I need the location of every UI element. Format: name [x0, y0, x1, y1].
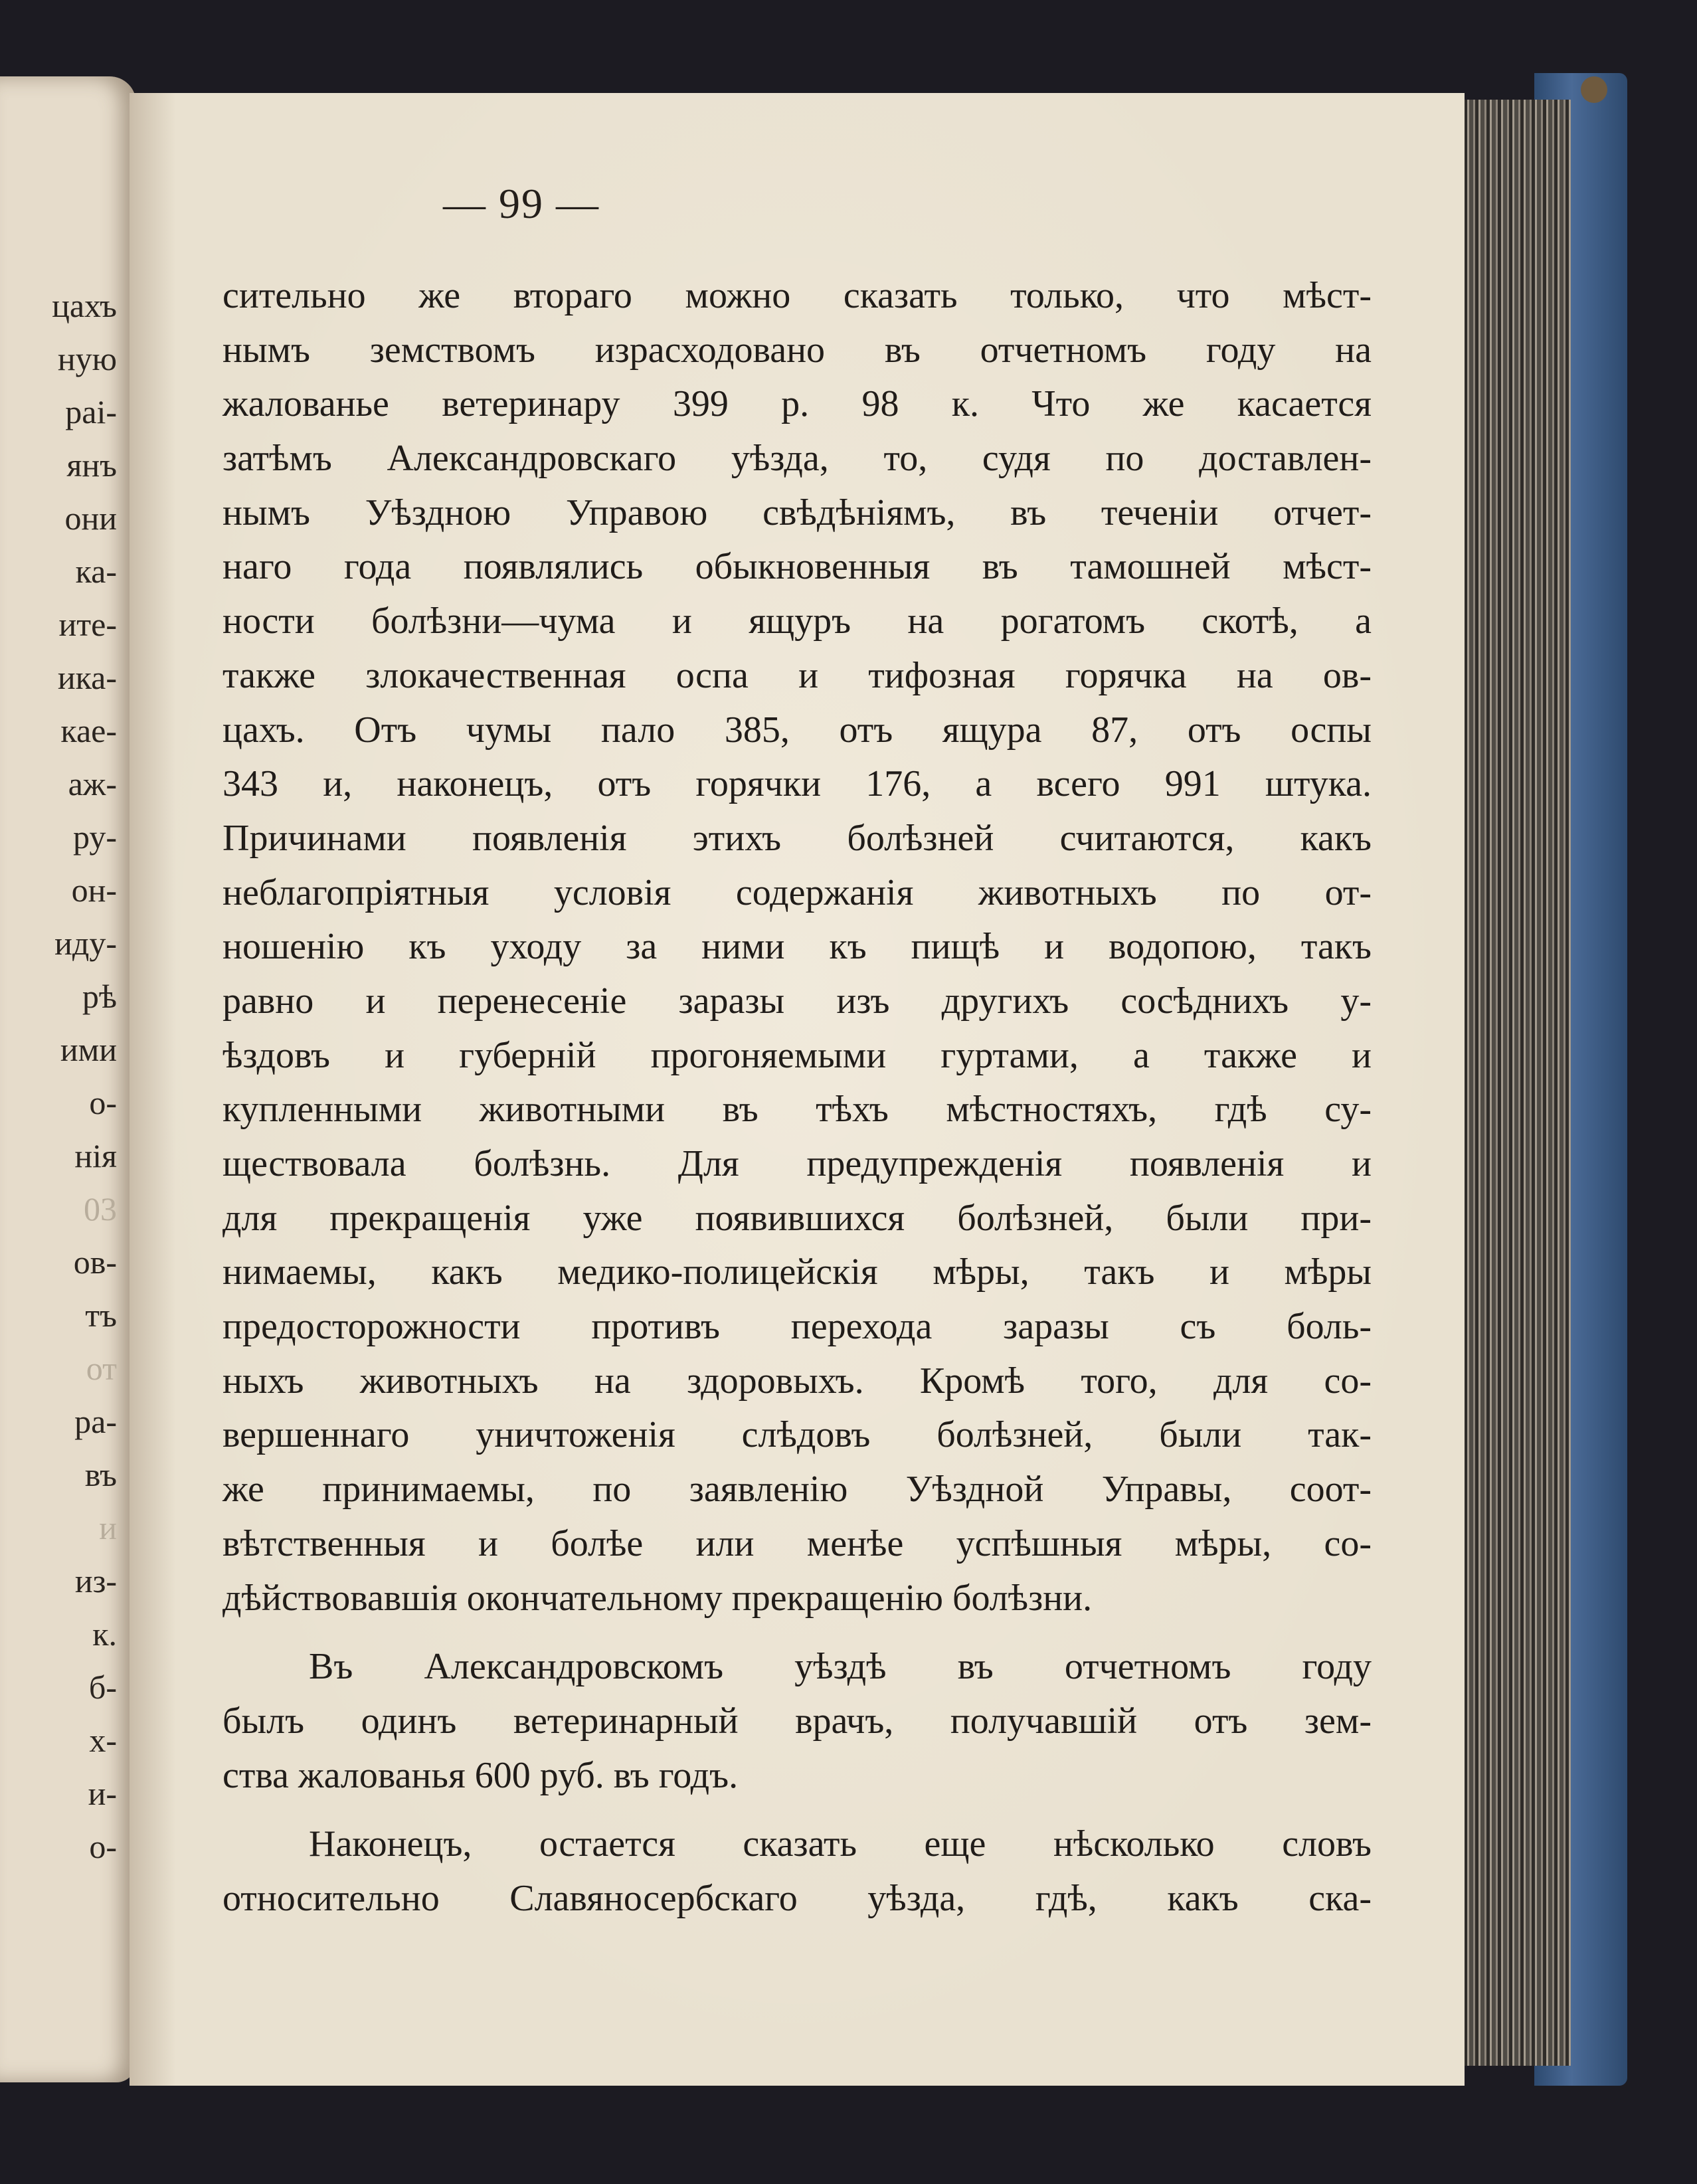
paragraph-start-line: Въ Александровскомъ уѣздѣ въ отчетномъ году — [309, 1646, 1372, 1688]
text-line: относительно Славяносербскаго уѣзда, гдѣ, какъ ска- — [223, 1877, 1372, 1919]
text-line: затѣмъ Александровскаго уѣзда, то, судя по доставлен- — [223, 438, 1372, 480]
left-line: ка- — [75, 553, 117, 590]
text-line: цахъ. Отъ чумы пало 385, отъ ящура 87, отъ оспы — [223, 709, 1372, 751]
left-line: нія — [74, 1137, 117, 1174]
text-line: нимаемы, какъ медико-полицейскія мѣры, такъ и мѣры — [223, 1251, 1372, 1293]
left-line: янъ — [66, 446, 117, 484]
text-line: вѣтственныя и болѣе или менѣе успѣшныя мѣры, со- — [223, 1522, 1372, 1564]
left-line: въ — [84, 1456, 117, 1493]
left-line: он- — [71, 871, 117, 909]
left-line: ика- — [57, 659, 117, 696]
left-line: кае- — [60, 712, 117, 749]
left-line: х- — [89, 1722, 117, 1759]
text-line: предосторожности противъ перехода заразы съ боль- — [223, 1306, 1372, 1348]
left-line: ра- — [74, 1403, 117, 1440]
page-body — [223, 269, 1372, 1926]
text-line: дѣйствовавшія окончательному прекращенію болѣзни. — [223, 1577, 1093, 1619]
left-line: о- — [89, 1084, 117, 1121]
text-line: для прекращенія уже появившихся болѣзней, были при- — [223, 1197, 1372, 1239]
left-line: ру- — [73, 818, 117, 856]
left-line: 03 — [84, 1190, 117, 1228]
cover-corner — [1581, 76, 1607, 103]
left-line: и- — [88, 1775, 117, 1812]
text-line: нымъ земствомъ израсходовано въ отчетномъ году на — [223, 329, 1372, 371]
page-stack-edge — [1458, 100, 1571, 2066]
left-facing-page — [0, 76, 136, 2082]
left-line: ими — [60, 1031, 117, 1068]
book-page — [130, 93, 1465, 2086]
left-line: они — [64, 500, 117, 537]
left-line: цахъ — [52, 287, 117, 324]
text-line: ношенію къ уходу за ними къ пищѣ и водопою, такъ — [223, 926, 1372, 968]
left-line: из- — [74, 1562, 117, 1599]
left-line: аж- — [68, 765, 117, 802]
text-line: неблагопріятныя условія содержанія животныхъ по от- — [223, 871, 1372, 913]
text-line: ществовала болѣзнь. Для предупрежденія появленія и — [223, 1143, 1372, 1184]
left-line: иду- — [54, 925, 117, 962]
text-line: же принимаемы, по заявленію Уѣздной Управы, соот- — [223, 1469, 1372, 1510]
left-page-text — [0, 279, 126, 1873]
text-line: равно и перенесеніе заразы изъ другихъ сосѣднихъ у- — [223, 980, 1372, 1022]
left-line: тъ — [85, 1297, 117, 1334]
left-line: от — [86, 1350, 117, 1387]
text-line: сительно же втораго можно сказать только, что мѣст- — [223, 275, 1372, 316]
text-line: также злокачественная оспа и тифозная горячка на ов- — [223, 654, 1372, 696]
text-line: ѣздовъ и губерній прогоняемыми гуртами, а также и — [223, 1034, 1372, 1076]
left-line: б- — [88, 1669, 117, 1706]
left-line: ную — [57, 340, 117, 377]
text-line: ности болѣзни—чума и ящуръ на рогатомъ скотѣ, а — [223, 600, 1372, 642]
text-line: купленными животными въ тѣхъ мѣстностяхъ, гдѣ су- — [223, 1089, 1372, 1131]
left-line: раі- — [65, 393, 117, 430]
text-line: жалованье ветеринару 399 р. 98 к. Что же касается — [223, 383, 1372, 425]
text-line: былъ одинъ ветеринарный врачъ, получавшій отъ зем- — [223, 1700, 1372, 1742]
left-line: о- — [89, 1828, 117, 1865]
text-line: ства жалованья 600 руб. въ годъ. — [223, 1754, 739, 1796]
left-line: ов- — [73, 1243, 117, 1281]
page-number: — 99 — — [443, 180, 600, 227]
left-line: рѣ — [82, 978, 117, 1015]
left-line: к. — [92, 1615, 117, 1653]
text-line: нымъ Уѣздною Управою свѣдѣніямъ, въ теченіи отчет- — [223, 492, 1372, 533]
left-line: ите- — [58, 606, 117, 643]
text-line: ныхъ животныхъ на здоровыхъ. Кромѣ того, для со- — [223, 1360, 1372, 1402]
left-line: и — [99, 1509, 117, 1546]
text-line: наго года появлялись обыкновенныя въ тамошней мѣст- — [223, 546, 1372, 588]
text-line: вершеннаго уничтоженія слѣдовъ болѣзней, были так- — [223, 1414, 1372, 1456]
text-line: Причинами появленія этихъ болѣзней считаются, какъ — [223, 817, 1372, 859]
paragraph-start-line: Наконецъ, остается сказать еще нѣсколько словъ — [309, 1823, 1372, 1865]
text-line: 343 и, наконецъ, отъ горячки 176, а всего 991 штука. — [223, 763, 1372, 805]
